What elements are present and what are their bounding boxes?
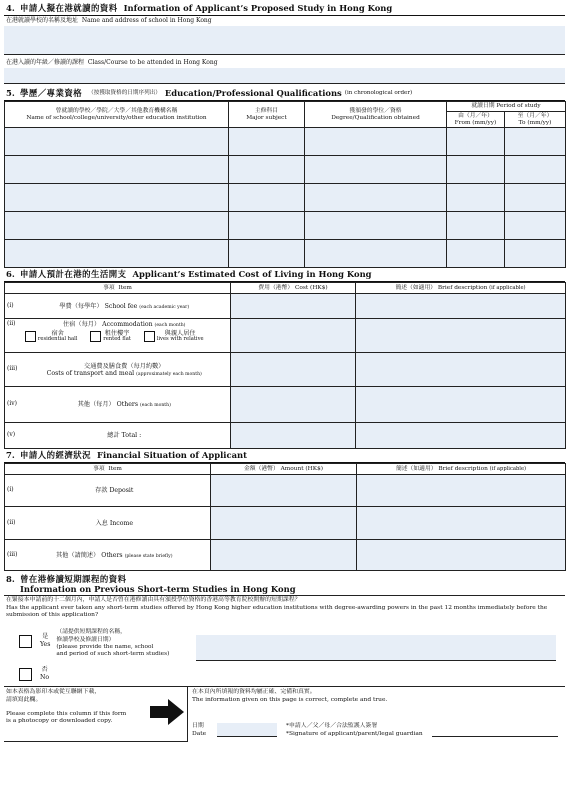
item-zh: 存款 [95, 487, 108, 495]
row-index: (v) [5, 423, 19, 449]
section-number: 4. [6, 2, 15, 13]
section-title-note-zh: （按獲取資格的日期序列出） [88, 90, 161, 97]
header-zh: 簡述（如適用） [395, 465, 437, 472]
item-label [19, 319, 231, 353]
table-row [5, 240, 566, 268]
item-label [19, 475, 211, 507]
short-term-details-field[interactable] [196, 635, 556, 661]
header-en: Brief description [437, 284, 488, 291]
school-fee-desc-cell[interactable] [356, 294, 566, 319]
lives-with-relative-checkbox[interactable] [144, 331, 155, 342]
signature-en: *Signature of applicant/parent/legal guardian [286, 730, 423, 737]
date-label [192, 723, 206, 738]
option-residential-hall [25, 331, 78, 342]
item-label [19, 507, 211, 540]
school-name-address-field-2[interactable] [4, 40, 565, 55]
section-number: 7. [6, 449, 15, 460]
others-cost-cell[interactable] [231, 387, 356, 423]
section-title-zh: 申請人的經濟狀況 [20, 449, 91, 460]
item-en: School fee [104, 302, 138, 310]
header-note: (if applicable) [489, 284, 526, 291]
row-index: (ii) [5, 319, 19, 353]
school-fee-cost-cell[interactable] [231, 294, 356, 319]
item-label [19, 294, 231, 319]
section-title-zh: 曾在港修讀短期課程的資料 [20, 574, 127, 585]
item-label [19, 353, 231, 387]
option-en: lives with relative [156, 335, 204, 342]
row-index: (iii) [5, 353, 19, 387]
transport-meal-cost-cell[interactable] [231, 353, 356, 387]
yes-zh: 是 [42, 633, 49, 641]
degree-cell[interactable] [305, 240, 447, 268]
total-desc-cell[interactable] [356, 423, 566, 449]
item-note: (each month) [154, 323, 186, 329]
income-amount-cell[interactable] [211, 507, 357, 540]
col-item-header [5, 464, 211, 475]
major-cell[interactable] [229, 212, 305, 240]
from-cell[interactable] [447, 212, 505, 240]
major-cell[interactable] [229, 128, 305, 156]
detail-zh-1: （請提供短期課程的名稱， [56, 629, 126, 636]
section-8-header [4, 571, 565, 594]
deposit-amount-cell[interactable] [211, 475, 357, 507]
degree-cell[interactable] [305, 128, 447, 156]
school-cell[interactable] [5, 240, 229, 268]
question-en: Has the applicant ever taken any short-term studies offered by Hong Kong higher education institutions with degree-awarding powers in the past 12 months immediately before the submission of this application? [6, 604, 548, 619]
header-zh: 由（月／年） [458, 113, 493, 119]
class-course-field[interactable] [4, 68, 565, 84]
table-row [5, 184, 566, 212]
deposit-desc-cell[interactable] [357, 475, 566, 507]
table-row [5, 423, 566, 449]
table-row [5, 128, 566, 156]
accommodation-cost-cell[interactable] [231, 319, 356, 353]
no-label [40, 666, 49, 681]
others-desc-cell[interactable] [356, 387, 566, 423]
accommodation-desc-cell[interactable] [356, 319, 566, 353]
item-en: Costs of transport and meal [46, 369, 135, 377]
degree-cell[interactable] [305, 156, 447, 184]
row-index: (ii) [5, 507, 19, 540]
no-option [19, 666, 49, 681]
header-zh: 獲頒發的學位／資格 [349, 108, 402, 114]
option-zh: 與親人居住 [164, 329, 196, 337]
others-amount-cell[interactable] [211, 540, 357, 571]
option-en: residential hall [37, 335, 78, 342]
item-en: Income [109, 519, 133, 527]
to-cell[interactable] [505, 212, 566, 240]
school-cell[interactable] [5, 212, 229, 240]
section-number: 6. [6, 268, 15, 279]
header-zh: 事項 [93, 465, 105, 472]
header-en: Name of school/college/university/other education institution [26, 114, 207, 121]
col-to-header [505, 112, 566, 128]
section-5 [4, 87, 565, 268]
section-6 [4, 268, 565, 449]
item-zh: 其他（每月） [77, 401, 115, 409]
others-desc-cell[interactable] [357, 540, 566, 571]
col-school-header [5, 102, 229, 128]
note-en-1: Please complete this column if this form [6, 711, 127, 718]
declaration-footer [4, 687, 565, 745]
col-major-header [229, 102, 305, 128]
note-zh-2: 請填寫此欄。 [6, 696, 42, 703]
header-zh: 就讀日期 [471, 103, 495, 110]
header-zh: 金額（港幣） [243, 465, 279, 472]
item-note: (please state briefly) [124, 553, 173, 559]
no-checkbox[interactable] [19, 668, 32, 681]
option-rented-flat [90, 331, 131, 342]
header-note: (if applicable) [489, 465, 527, 472]
major-cell[interactable] [229, 184, 305, 212]
section-title-en: Information on Previous Short-term Studies in Hong Kong [20, 584, 296, 595]
major-cell[interactable] [229, 240, 305, 268]
class-course-label [4, 58, 565, 68]
financial-table [4, 463, 566, 571]
declaration-text [192, 689, 387, 704]
header-en: Major subject [246, 114, 287, 121]
header-en: Cost (HK$) [294, 284, 328, 291]
item-label [19, 423, 231, 449]
table-row [5, 212, 566, 240]
to-cell[interactable] [505, 240, 566, 268]
education-table [4, 101, 566, 268]
section-8 [4, 571, 565, 687]
section-title-en: Financial Situation of Applicant [97, 449, 247, 460]
yes-option [19, 629, 169, 658]
detail-zh-2: 修讀學校及修讀日期） [56, 636, 115, 643]
row-index: (i) [5, 475, 19, 507]
yes-detail [56, 629, 169, 658]
col-amount-header [211, 464, 357, 475]
col-desc-header [357, 464, 566, 475]
from-cell[interactable] [447, 156, 505, 184]
option-label [157, 331, 204, 342]
section-4-header [4, 2, 565, 16]
section-number: 5. [6, 87, 15, 98]
section-title-zh: 申請人預計在港的生活開支 [20, 268, 127, 279]
header-en: Period of study [496, 103, 541, 110]
section-title-en: Applicant’s Estimated Cost of Living in Hong Kong [132, 268, 372, 279]
item-en: Total : [121, 432, 142, 440]
col-degree-header [305, 102, 447, 128]
detail-en-1: (please provide the name, school [56, 643, 154, 650]
question-zh: 在緊接本申請前的十二個月內，申請人是否曾在港修讀由具有頒授學位資格的香港高等教育院校開辦的短期課程？ [6, 597, 301, 604]
item-label [19, 387, 231, 423]
section-title-zh: 學歷／專業資格 [20, 87, 83, 98]
col-item-header [5, 283, 231, 294]
header-en: Brief description [438, 465, 488, 472]
table-row [5, 507, 566, 540]
school-cell[interactable] [5, 128, 229, 156]
from-cell[interactable] [447, 128, 505, 156]
item-note: (approximately each month) [136, 371, 202, 377]
degree-cell[interactable] [305, 212, 447, 240]
total-cost-cell[interactable] [231, 423, 356, 449]
header-zh: 事項 [103, 284, 115, 291]
to-cell[interactable] [505, 128, 566, 156]
yes-label [40, 633, 50, 648]
header-zh: 費用（港幣） [258, 284, 294, 291]
signature-line[interactable] [432, 736, 558, 737]
from-cell[interactable] [447, 184, 505, 212]
school-cell[interactable] [5, 156, 229, 184]
header-en: From (mm/yy) [454, 119, 497, 126]
col-period-header [447, 102, 566, 112]
signature-zh: *申請人／父／母／合法監護人簽署 [286, 723, 378, 730]
table-row [5, 475, 566, 507]
to-cell[interactable] [505, 156, 566, 184]
item-zh: 其他（請簡述） [55, 551, 100, 559]
label-zh: 在港入讀的年級／修讀的課程 [6, 59, 85, 66]
col-cost-header [231, 283, 356, 294]
school-cell[interactable] [5, 184, 229, 212]
table-row [5, 540, 566, 571]
header-zh: 主修科目 [254, 108, 279, 114]
section-7 [4, 449, 565, 571]
arrow-right-icon [150, 699, 184, 725]
major-cell[interactable] [229, 156, 305, 184]
declaration-en: The information given on this page is correct, complete and true. [192, 696, 388, 703]
to-cell[interactable] [505, 184, 566, 212]
accommodation-options [19, 331, 231, 342]
living-cost-table [4, 282, 566, 449]
header-zh: 曾就讀的學校／學院／大學／其他教育機構名稱 [55, 108, 178, 114]
item-note: (each academic year) [139, 304, 190, 310]
date-zh: 日期 [192, 723, 204, 730]
option-lives-with-relative [144, 331, 204, 342]
header-zh: 至（月／年） [517, 113, 553, 119]
item-en: Deposit [109, 487, 134, 495]
declaration-zh: 在本頁內所填報的資料均屬正確、完備和真實。 [192, 689, 316, 696]
option-label [103, 331, 131, 342]
item-zh: 入息 [95, 519, 108, 527]
option-zh: 宿舍 [51, 329, 64, 337]
header-en: Amount (HK$) [280, 465, 324, 472]
section-title-note-en: (in chronological order) [344, 90, 413, 97]
signature-label [286, 723, 423, 738]
note-zh-1: 如本表格為影印本或從互聯網下載， [6, 689, 101, 696]
header-zh: 簡述（如適用） [395, 284, 437, 291]
residential-hall-checkbox[interactable] [25, 331, 36, 342]
section-6-header [4, 268, 565, 282]
no-zh: 否 [41, 666, 48, 674]
note-en-2: is a photocopy or downloaded copy. [6, 718, 113, 725]
section-4 [4, 2, 565, 84]
item-note: (each month) [139, 403, 171, 409]
item-zh: 總計 [107, 432, 120, 440]
item-zh: 住宿（每月） [63, 321, 101, 329]
date-en: Date [192, 730, 207, 737]
table-row [5, 156, 566, 184]
section-title-en: Education/Professional Qualifications [164, 87, 342, 98]
rented-flat-checkbox[interactable] [90, 331, 101, 342]
item-en: Accommodation [102, 321, 153, 329]
section-5-header [4, 87, 565, 101]
footer-divider [4, 741, 188, 742]
option-label [38, 331, 78, 342]
yes-checkbox[interactable] [19, 635, 32, 648]
degree-cell[interactable] [305, 184, 447, 212]
detail-en-2: and period of such short-term studies) [56, 651, 170, 658]
yes-en: Yes [40, 640, 51, 648]
short-term-question [4, 595, 565, 620]
section-title-en: Information of Applicant’s Proposed Study in Hong Kong [123, 2, 393, 13]
income-desc-cell[interactable] [357, 507, 566, 540]
col-desc-header [356, 283, 566, 294]
item-en: Others [101, 551, 123, 559]
form-page [4, 2, 565, 745]
header-en: Item [118, 284, 132, 291]
label-zh: 在港就讀學校的名稱及地址 [6, 17, 79, 24]
col-from-header [447, 112, 505, 128]
school-name-address-label [4, 16, 565, 26]
label-en: Class/Course to be attended in Hong Kong [87, 59, 218, 66]
section-7-header [4, 449, 565, 463]
row-index: (iv) [5, 387, 19, 423]
row-index: (iii) [5, 540, 19, 571]
no-en: No [40, 673, 50, 681]
section-title-zh: 申請人擬在港就讀的資料 [20, 2, 118, 13]
item-zh: 學費（每學年） [59, 302, 103, 310]
school-name-address-field[interactable] [4, 26, 565, 40]
from-cell[interactable] [447, 240, 505, 268]
header-en: Item [108, 465, 122, 472]
table-row [5, 353, 566, 387]
transport-meal-desc-cell[interactable] [356, 353, 566, 387]
label-en: Name and address of school in Hong Kong [81, 17, 212, 24]
option-en: rented flat [103, 335, 131, 342]
date-field[interactable] [217, 723, 277, 737]
header-en: To (mm/yy) [518, 119, 552, 126]
header-en: Degree/Qualification obtained [331, 114, 420, 121]
table-row [5, 294, 566, 319]
row-index: (i) [5, 294, 19, 319]
table-row [5, 387, 566, 423]
item-label [19, 540, 211, 571]
section-number: 8. [6, 574, 15, 585]
item-en: Others [116, 401, 139, 409]
option-zh: 租住樓宇 [104, 329, 130, 337]
table-row [5, 319, 566, 353]
accommodation-title [19, 321, 231, 328]
item-zh: 交通費及膳食費（每月約數） [84, 362, 165, 370]
